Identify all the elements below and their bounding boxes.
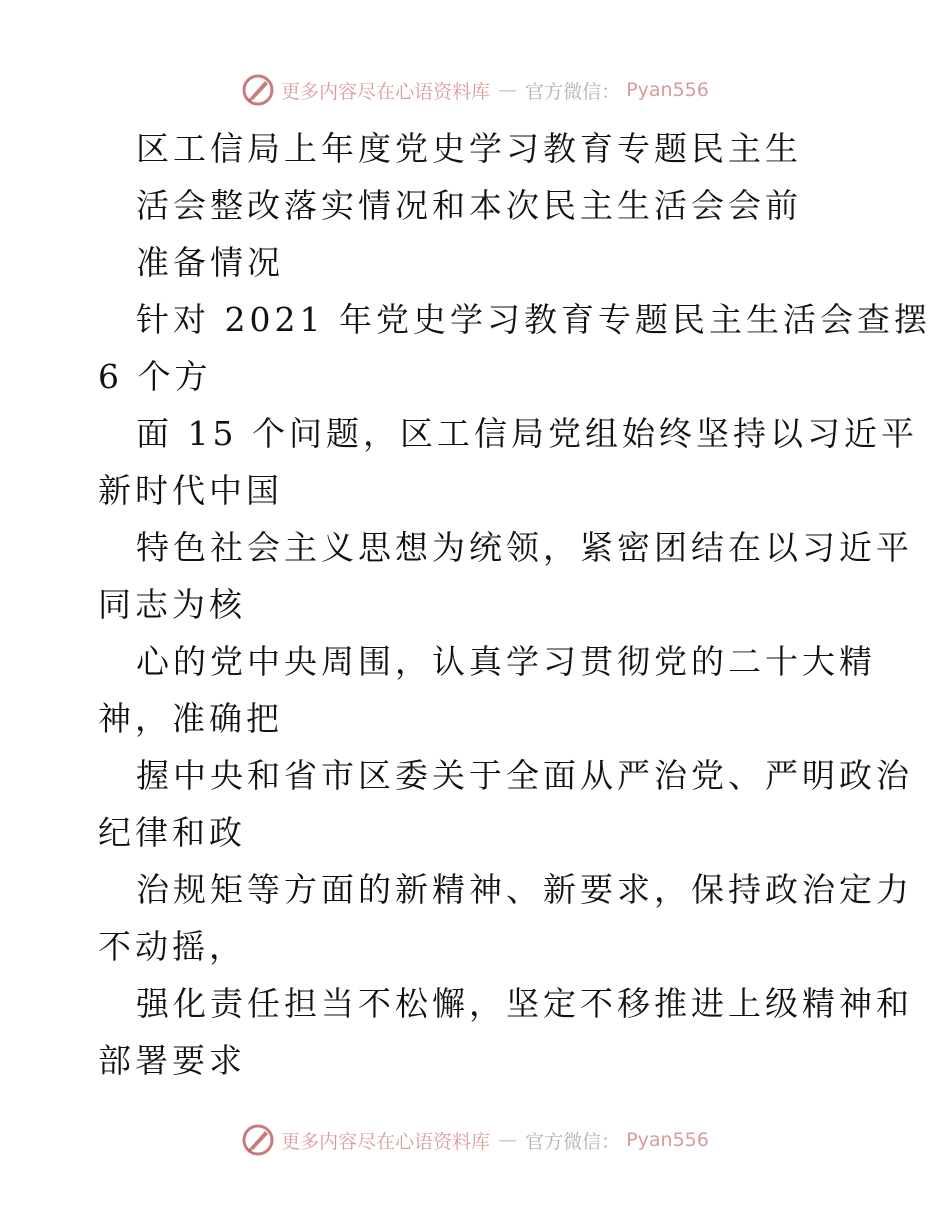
doc-line: 心的党中央周围，认真学习贯彻党的二十大精 — [136, 642, 876, 681]
watermark-separator: — — [498, 1129, 518, 1151]
doc-line: 治规矩等方面的新精神、新要求，保持政治定力 — [136, 870, 913, 909]
watermark-wechat-id: Pyan556 — [626, 79, 709, 101]
watermark-text: 更多内容尽在心语资料库 — [281, 1130, 491, 1153]
doc-line: 特色社会主义思想为统领，紧密团结在以习近平 — [136, 528, 913, 567]
doc-line: 部署要求 — [98, 1041, 246, 1080]
doc-title-line-2: 活会整改落实情况和本次民主生活会会前 — [136, 186, 802, 225]
doc-line: 同志为核 — [98, 585, 246, 624]
doc-line: 纪律和政 — [98, 813, 246, 852]
watermark-text: 更多内容尽在心语资料库 — [281, 80, 491, 103]
watermark-wechat-label: 官方微信： — [525, 80, 621, 103]
doc-line: 握中央和省市区委关于全面从严治党、严明政治 — [136, 756, 913, 795]
watermark-wechat-id: Pyan556 — [626, 1129, 709, 1151]
quill-logo-icon — [241, 73, 275, 107]
doc-line: 面 15 个问题，区工信局党组始终坚持以习近平 — [136, 414, 918, 453]
watermark-header — [0, 70, 950, 110]
doc-line: 新时代中国 — [98, 471, 283, 510]
doc-title-line-1: 区工信局上年度党史学习教育专题民主生 — [136, 129, 802, 168]
doc-line: 针对 2021 年党史学习教育专题民主生活会查摆 — [136, 300, 931, 339]
doc-title-line-3: 准备情况 — [136, 243, 284, 282]
document-body — [98, 120, 931, 1089]
watermark-footer — [0, 1120, 950, 1160]
doc-line: 强化责任担当不松懈，坚定不移推进上级精神和 — [136, 984, 913, 1023]
doc-line: 不动摇， — [98, 927, 246, 966]
quill-logo-icon — [241, 1123, 275, 1157]
watermark-separator: — — [498, 79, 518, 101]
doc-line: 神，准确把 — [98, 699, 283, 738]
watermark-wechat-label: 官方微信： — [525, 1130, 621, 1153]
doc-line: 6 个方 — [98, 357, 212, 396]
